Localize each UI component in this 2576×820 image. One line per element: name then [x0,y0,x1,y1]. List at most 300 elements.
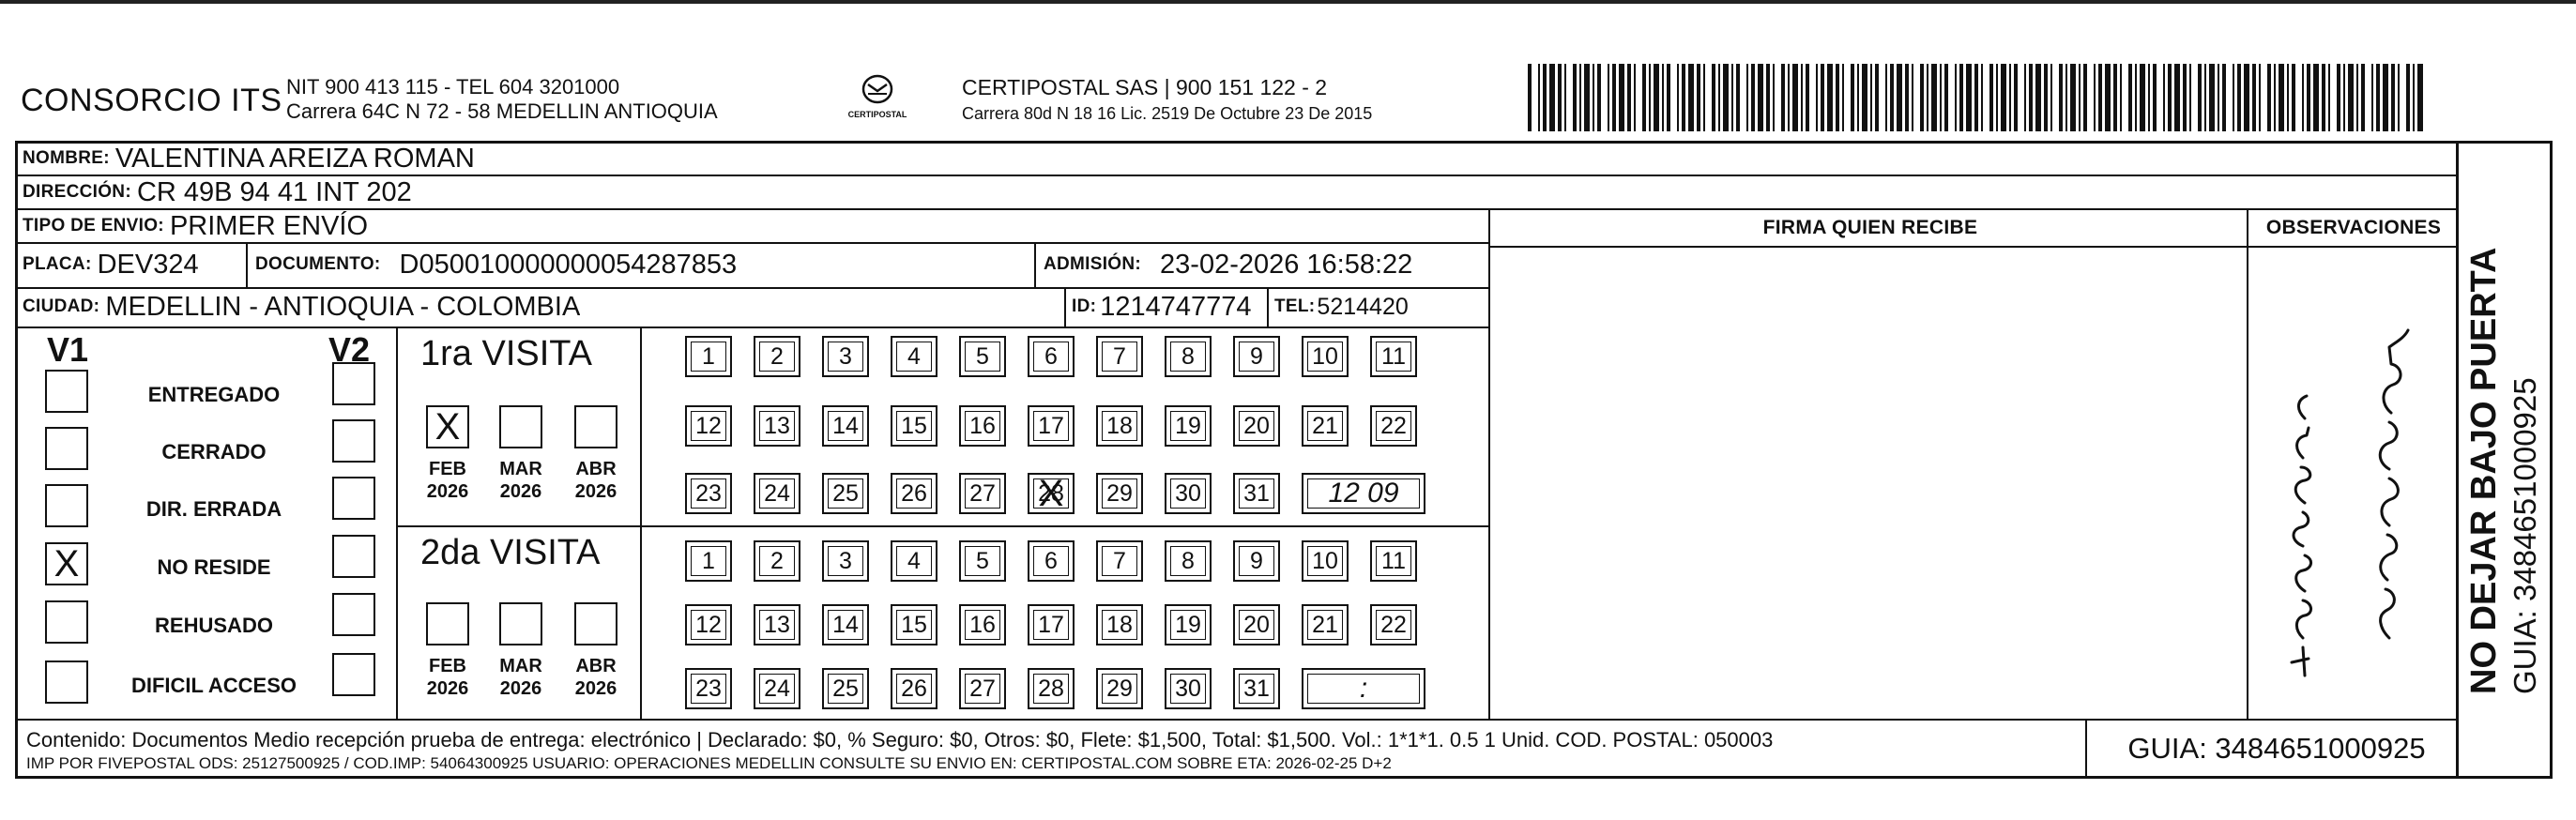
barcode-bar [1801,64,1803,131]
ciudad-label: CIUDAD: [23,296,100,316]
day-cell[interactable] [1233,405,1280,447]
placa-cell [23,242,199,287]
month-name: ABR [575,459,617,479]
barcode-bar [2398,64,2400,131]
day-cell[interactable] [1233,668,1280,709]
barcode-bar [2009,64,2011,131]
placa-label: PLACA: [23,254,92,274]
barcode-bar [1927,64,1928,131]
day-number: 23 [695,479,722,507]
barcode-bar [1955,64,1957,131]
day-cell[interactable] [1165,336,1212,377]
day-number: 24 [764,479,790,507]
day-cell[interactable] [891,473,937,514]
day-number: 9 [1250,342,1263,370]
barcode-bar [1703,64,1705,131]
barcode-bar [1758,64,1763,131]
v2-checkbox[interactable] [332,653,375,696]
day-cell[interactable] [1302,604,1349,645]
day-number: 21 [1312,412,1338,439]
day-cell[interactable] [1233,604,1280,645]
day-cell[interactable] [1370,336,1417,377]
carrier-info [962,75,1372,124]
month-label [567,458,625,503]
day-number: 18 [1106,611,1133,638]
day-cell[interactable] [1370,405,1417,447]
barcode-bar [1766,64,1770,131]
barcode-bar [2105,64,2111,131]
nombre-row [23,141,475,176]
day-number: 26 [901,479,927,507]
barcode-bar [1627,64,1631,131]
time-field[interactable]: : [1302,668,1425,709]
tel-cell [1274,287,1409,326]
day-cell[interactable] [1165,604,1212,645]
tel-label: TEL: [1274,296,1316,316]
day-number: 30 [1175,675,1201,702]
day-number: 21 [1312,611,1338,638]
day-cell[interactable] [1302,405,1349,447]
v2-checkbox[interactable] [332,535,375,578]
day-number: 6 [1044,342,1058,370]
day-number: 4 [907,547,921,574]
barcode-bar [2183,64,2187,131]
day-number: 13 [764,412,790,439]
barcode-bar [1612,64,1616,131]
v2-checkbox[interactable] [332,593,375,636]
barcode-bar [1816,64,1818,131]
guia-number: GUIA: 3484651000925 [2127,732,2426,765]
barcode-bar [1597,64,1601,131]
month-label [492,655,550,700]
day-number: 13 [764,611,790,638]
id-label: ID: [1072,296,1097,316]
imp-line: IMP POR FIVEPOSTAL ODS: 25127500925 / COD.IMP: 54064300925 USUARIO: OPERACIONES MEDELLIN CONSULTE SU ENVIO EN: CERTIPOSTAL.COM SOBRE ETA: 2026-02-25 D+2 [26,754,1392,772]
day-cell[interactable] [685,336,732,377]
documento-value: D050010000000054287853 [399,249,738,280]
month-year: 2026 [574,481,617,502]
barcode-bar [1677,64,1679,131]
barcode-bar [2174,64,2180,131]
barcode-bar [1851,64,1854,131]
month-label [567,655,625,700]
documento-label: DOCUMENTO: [255,254,381,274]
day-cell[interactable] [1028,668,1075,709]
barcode-bar [2328,64,2330,131]
barcode-bar [2120,64,2122,131]
barcode-bar [2356,64,2358,131]
day-number: 5 [976,547,989,574]
ciudad-value: MEDELLIN - ANTIOQUIA - COLOMBIA [105,291,581,322]
barcode-bar [2287,64,2289,131]
day-cell[interactable] [959,336,1006,377]
day-cell[interactable] [754,473,800,514]
barcode [1528,64,2429,131]
barcode-bar [2267,64,2271,131]
barcode-bar [2059,64,2063,131]
barcode-bar [2014,64,2018,131]
admision-label: ADMISIÓN: [1044,254,1142,274]
day-number: 7 [1113,342,1126,370]
day-cell[interactable] [685,405,732,447]
day-number: 15 [901,611,927,638]
day-number: 31 [1243,675,1270,702]
day-cell[interactable] [1233,336,1280,377]
barcode-bar [2371,64,2373,131]
day-number: 10 [1312,547,1338,574]
day-number: 20 [1243,412,1270,439]
day-cell[interactable] [891,604,937,645]
day-number: 26 [901,675,927,702]
barcode-bar [2391,64,2395,131]
day-number: 25 [832,675,859,702]
barcode-bar [1890,64,1894,131]
top-edge [0,0,2576,4]
nombre-value: VALENTINA AREIZA ROMAN [114,143,475,174]
barcode-bar [1619,64,1624,131]
direccion-label: DIRECCIÓN: [23,182,131,202]
first-visit-title: 1ra VISITA [420,334,593,373]
barcode-bar [2083,64,2087,131]
v1-checkbox[interactable] [45,370,88,413]
day-number: 10 [1312,342,1338,370]
barcode-bar [2222,64,2226,131]
barcode-bar [2148,64,2150,131]
barcode-bar [1654,64,1659,131]
day-number: 15 [901,412,927,439]
day-cell[interactable] [822,473,869,514]
barcode-bar [2044,64,2048,131]
barcode-bar [1593,64,1594,131]
barcode-bar [2279,64,2284,131]
barcode-bar [2413,64,2415,131]
day-cell[interactable] [959,668,1006,709]
barcode-bar [2302,64,2304,131]
month-label [419,458,477,503]
day-cell[interactable] [685,668,732,709]
id-value: 1214747774 [1100,291,1252,322]
barcode-bar [1731,64,1733,131]
day-number: 11 [1381,342,1406,370]
day-number: 23 [695,675,722,702]
company-info [286,75,718,124]
day-number: 22 [1380,611,1407,638]
day-number: 12 [695,412,722,439]
day-cell[interactable] [685,604,732,645]
barcode-bar [1634,64,1636,131]
barcode-bar [1966,64,1972,131]
reason-label: NO RESIDE [157,555,271,579]
day-cell[interactable] [1096,336,1143,377]
day-cell[interactable] [1028,540,1075,582]
day-number: 17 [1038,412,1064,439]
day-number: 1 [702,342,715,370]
day-cell[interactable] [1028,604,1075,645]
barcode-bar [1736,64,1740,131]
v1-checkbox[interactable] [45,484,88,527]
day-cell[interactable] [959,405,1006,447]
barcode-bar [1806,64,1809,131]
day-number: 19 [1175,611,1201,638]
barcode-bar [1723,64,1729,131]
barcode-bar [1920,64,1924,131]
logo-text: CERTIPOSTAL [847,110,907,119]
day-number: 22 [1380,412,1407,439]
v2-checkbox[interactable] [332,362,375,405]
day-cell[interactable] [754,336,800,377]
barcode-bar [1842,64,1844,131]
carrier-address: Carrera 80d N 18 16 Lic. 2519 De Octubre 23 De 2015 [962,104,1373,123]
barcode-bar [2163,64,2165,131]
day-number: 9 [1250,547,1263,574]
day-cell[interactable] [1370,540,1417,582]
barcode-bar [2065,64,2067,131]
second-visit-title: 2da VISITA [420,533,601,572]
barcode-bar [1682,64,1685,131]
day-cell[interactable] [822,336,869,377]
barcode-bar [2322,64,2325,131]
side-guia: GUIA: 3484651000925 [2507,377,2542,694]
envelope-logo-icon [859,73,896,105]
barcode-bar [1751,64,1755,131]
day-cell[interactable] [959,540,1006,582]
day-number: 25 [832,479,859,507]
month-name: MAR [499,656,542,676]
contenido-line: Contenido: Documentos Medio recepción prueba de entrega: electrónico | Declarado: $0, % Seguro: $0, Otros: $0, Flete: $1,500, Total: $1,500. Vol.: 1*1*1. 0.5 1 Unid. COD. POSTAL: 050003 [26,728,1774,752]
day-cell[interactable] [1096,473,1143,514]
day-number: 19 [1175,412,1201,439]
barcode-bar [1688,64,1694,131]
v2-label: V2 [328,330,371,369]
barcode-bar [2252,64,2256,131]
barcode-bar [1836,64,1839,131]
barcode-bar [1573,64,1577,131]
barcode-bar [1773,64,1775,131]
day-cell[interactable] [1165,668,1212,709]
v1-checkbox[interactable] [45,427,88,470]
tipo-envio-row [23,208,368,244]
v1-checkbox[interactable]: X [45,542,88,585]
barcode-bar [2140,64,2145,131]
barcode-bar [2189,64,2191,131]
v1-checkbox[interactable] [45,661,88,704]
day-cell[interactable] [891,540,937,582]
day-cell[interactable] [891,405,937,447]
day-number: 14 [832,412,859,439]
barcode-bar [1528,64,1532,131]
barcode-bar [1662,64,1664,131]
barcode-bar [2383,64,2388,131]
day-cell[interactable] [822,604,869,645]
barcode-bar [1862,64,1867,131]
day-number: 16 [969,412,996,439]
day-cell[interactable] [754,668,800,709]
day-cell[interactable] [685,473,732,514]
tel-value: 5214420 [1317,293,1409,320]
firma-header: FIRMA QUIEN RECIBE [1762,217,1978,238]
barcode-bar [2168,64,2172,131]
month-name: MAR [499,459,542,479]
barcode-bar [2029,64,2033,131]
day-number: 29 [1106,479,1133,507]
day-cell[interactable] [1165,473,1212,514]
barcode-bar [1538,64,1540,131]
barcode-bar [1564,64,1566,131]
day-cell[interactable] [822,405,869,447]
day-cell[interactable] [754,405,800,447]
month-year: 2026 [426,678,469,699]
month-checkbox[interactable] [426,602,469,645]
month-checkbox[interactable] [499,602,542,645]
barcode-bar [1718,64,1720,131]
barcode-bar [2348,64,2354,131]
day-number: 2 [770,547,784,574]
barcode-bar [2233,64,2234,131]
month-checkbox[interactable] [574,405,617,448]
barcode-bar [1746,64,1748,131]
day-number: 16 [969,611,996,638]
barcode-bar [1870,64,1872,131]
barcode-bar [2070,64,2076,131]
month-year: 2026 [499,481,542,502]
time-field[interactable]: 12 09 [1302,473,1425,514]
barcode-bar [2343,64,2345,131]
day-cell[interactable] [822,668,869,709]
barcode-bar [1667,64,1670,131]
reason-label: DIR. ERRADA [145,497,282,521]
handwritten-observation [2248,253,2459,717]
nombre-label: NOMBRE: [23,148,110,168]
barcode-bar [1579,64,1581,131]
barcode-bar [2198,64,2202,131]
barcode-bar [2135,64,2137,131]
day-cell[interactable] [1233,473,1280,514]
day-cell[interactable] [1096,540,1143,582]
tipo-envio-label: TIPO DE ENVIO: [23,216,164,235]
day-cell[interactable] [1302,540,1349,582]
day-cell[interactable] [754,540,800,582]
barcode-bar [2113,64,2117,131]
barcode-bar [2307,64,2310,131]
day-cell[interactable] [822,540,869,582]
barcode-bar [2079,64,2081,131]
certipostal-logo [835,73,920,119]
barcode-bar [2417,64,2423,131]
barcode-bar [1792,64,1798,131]
month-checkbox[interactable] [499,405,542,448]
barcode-bar [1697,64,1700,131]
day-number: 30 [1175,479,1201,507]
v2-checkbox[interactable] [332,419,375,463]
barcode-bar [2313,64,2319,131]
barcode-bar [2376,64,2380,131]
barcode-bar [1885,64,1887,131]
month-name: FEB [429,656,466,676]
day-cell[interactable] [685,540,732,582]
day-cell[interactable] [1233,540,1280,582]
id-cell [1072,287,1252,326]
day-cell[interactable] [1165,405,1212,447]
day-number: 6 [1044,547,1058,574]
day-cell[interactable] [959,473,1006,514]
day-cell[interactable] [754,604,800,645]
day-number: 8 [1181,547,1195,574]
direccion-value: CR 49B 94 41 INT 202 [136,176,412,207]
barcode-bar [2204,64,2206,131]
barcode-bar [2094,64,2096,131]
barcode-bar [2244,64,2249,131]
day-number: 28 [1038,675,1064,702]
direccion-row [23,175,412,210]
barcode-bar [1996,64,1998,131]
day-cell[interactable] [1028,473,1075,514]
day-cell[interactable] [959,604,1006,645]
barcode-bar [1944,64,1948,131]
v1-checkbox[interactable] [45,600,88,644]
day-cell[interactable] [1370,604,1417,645]
barcode-bar [2050,64,2052,131]
day-number: 27 [969,675,996,702]
barcode-bar [1821,64,1824,131]
v2-checkbox[interactable] [332,477,375,520]
admision-cell [1044,242,1412,287]
barcode-bar [2035,64,2041,131]
day-number: 14 [832,611,859,638]
company-nit: NIT 900 413 115 - TEL 604 3201000 [286,75,620,99]
barcode-bar [2024,64,2026,131]
barcode-bar [1974,64,1978,131]
day-cell[interactable] [1096,604,1143,645]
barcode-bar [2406,64,2410,131]
month-checkbox[interactable] [574,602,617,645]
placa-value: DEV324 [97,249,199,280]
barcode-bar [1584,64,1590,131]
barcode-bar [1959,64,1963,131]
month-label [419,655,477,700]
barcode-bar [2098,64,2102,131]
month-year: 2026 [426,481,469,502]
day-cell[interactable] [1028,336,1075,377]
day-cell[interactable] [891,668,937,709]
day-number: 3 [839,547,852,574]
documento-cell [255,242,737,287]
day-cell[interactable] [1302,336,1349,377]
barcode-bar [1827,64,1833,131]
ciudad-cell [23,287,580,326]
barcode-bar [2259,64,2261,131]
day-number: 5 [976,342,989,370]
day-number: 8 [1181,342,1195,370]
day-number: X 28 [1038,479,1064,507]
barcode-bar [2128,64,2132,131]
barcode-bar [1781,64,1785,131]
reason-label: ENTREGADO [147,383,281,406]
barcode-bar [1875,64,1879,131]
day-cell[interactable] [1096,405,1143,447]
day-cell[interactable] [1028,405,1075,447]
barcode-bar [1897,64,1902,131]
day-cell[interactable] [891,336,937,377]
barcode-bar [1543,64,1547,131]
barcode-bar [2361,64,2365,131]
no-dejar-warning: NO DEJAR BAJO PUERTA [2464,247,2504,694]
day-cell[interactable] [1096,668,1143,709]
barcode-bar [1608,64,1609,131]
company-name: CONSORCIO ITS [21,83,282,118]
day-number: 7 [1113,547,1126,574]
day-cell[interactable] [1165,540,1212,582]
month-checkbox[interactable]: X [426,405,469,448]
